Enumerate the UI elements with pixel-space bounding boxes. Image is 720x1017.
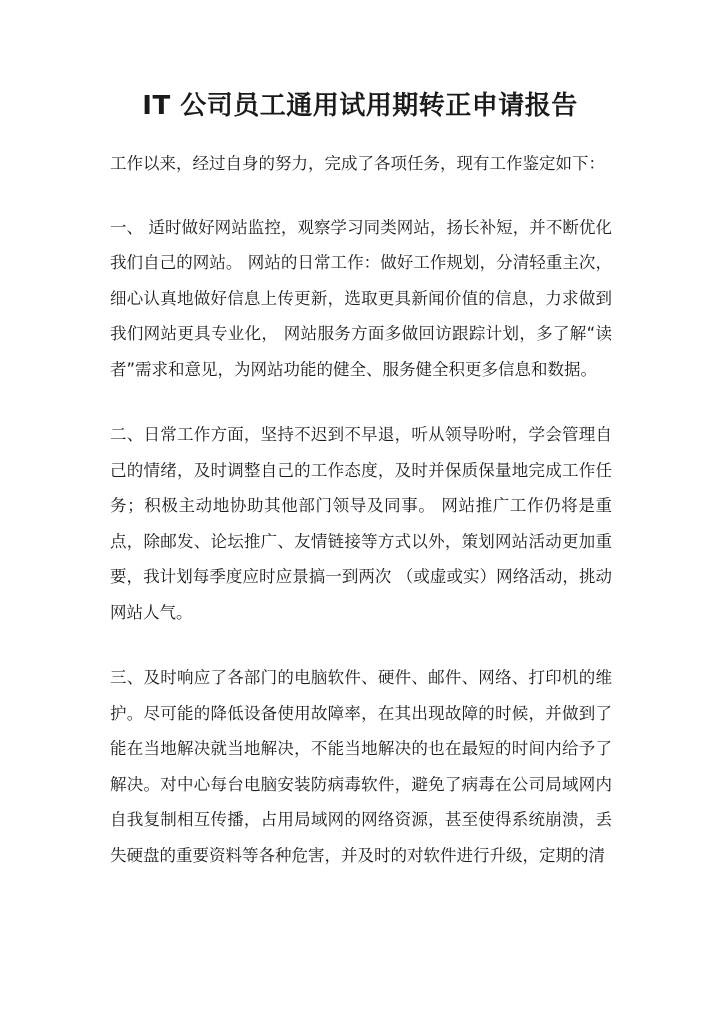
document-title: IT 公司员工通用试用期转正申请报告 [142, 91, 578, 121]
document-body [110, 146, 612, 903]
paragraph-section-1: 一、 适时做好网站监控，观察学习同类网站，扬长补短，并不断优化我们自己的网站。 网站的日常工作：做好工作规划，分清轻重主次，细心认真地做好信息上传更新，选取更具新闻价值的信息，力求做到我们网站更具专业化， 网站服务方面多做回访跟踪计划，多了解“读者”需求和意见，为网站功能的健全、服务健全积更多信息和数据。 [110, 217, 612, 379]
paragraph-section-2: 二、日常工作方面，坚持不迟到不早退，听从领导吩咐，学会管理自己的情绪，及时调整自己的工作态度，及时并保质保量地完成工作任务；积极主动地协助其他部门领导及同事。 网站推广工作仍将是重点，除邮发、论坛推广、友情链接等方式以外，策划网站活动更加重要，我计划每季度应时应景搞一到两次 （或虚或实）网络活动，挑动网站人气。 [110, 425, 612, 622]
paragraph-intro: 工作以来，经过自身的努力，完成了各项任务，现有工作鉴定如下： [110, 154, 605, 173]
paragraph-section-3: 三、及时响应了各部门的电脑软件、硬件、邮件、网络、打印机的维护。尽可能的降低设备使用故障率，在其出现故障的时候，并做到了能在当地解决就当地解决，不能当地解决的也在最短的时间内给予了解决。对中心每台电脑安装防病毒软件，避免了病毒在公司局域网内自我复制相互传播，占用局域网的网络资源，甚至使得系统崩溃，丢失硬盘的重要资料等各种危害，并及时的对软件进行升级，定期的清 [110, 668, 612, 865]
